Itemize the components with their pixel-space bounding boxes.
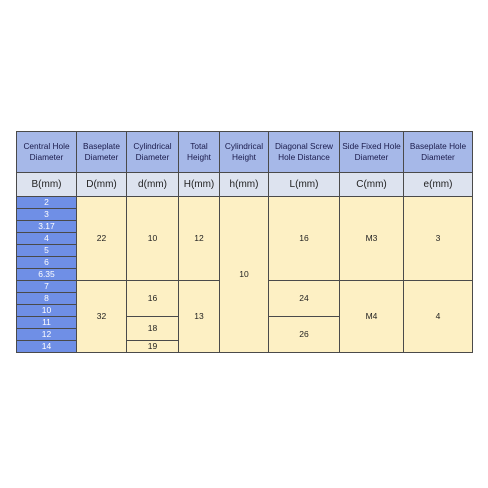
central-hole-cell: 5 bbox=[17, 245, 77, 257]
baseplate-hole-cell: 4 bbox=[404, 281, 473, 353]
header-baseplate-diameter: Baseplate Diameter bbox=[77, 132, 127, 173]
header-row bbox=[17, 132, 473, 173]
central-hole-cell: 3 bbox=[17, 209, 77, 221]
cylindrical-diameter-cell: 10 bbox=[127, 197, 179, 281]
cylindrical-diameter-cell: 19 bbox=[127, 341, 179, 353]
header-cylindrical-height: Cylindrical Height bbox=[220, 132, 269, 173]
table-row bbox=[17, 197, 473, 209]
central-hole-cell: 8 bbox=[17, 293, 77, 305]
diagonal-distance-cell: 24 bbox=[269, 281, 340, 317]
cylindrical-height-cell: 10 bbox=[220, 197, 269, 353]
central-hole-cell: 6.35 bbox=[17, 269, 77, 281]
cylindrical-diameter-cell: 18 bbox=[127, 317, 179, 341]
cylindrical-diameter-cell: 16 bbox=[127, 281, 179, 317]
central-hole-cell: 4 bbox=[17, 233, 77, 245]
header-side-fixed-hole-diameter: Side Fixed Hole Diameter bbox=[340, 132, 404, 173]
unit-cell: e(mm) bbox=[404, 173, 473, 197]
central-hole-cell: 12 bbox=[17, 329, 77, 341]
header-total-height: Total Height bbox=[179, 132, 220, 173]
header-central-hole-diameter: Central Hole Diameter bbox=[17, 132, 77, 173]
diagonal-distance-cell: 16 bbox=[269, 197, 340, 281]
central-hole-cell: 10 bbox=[17, 305, 77, 317]
baseplate-diameter-cell: 32 bbox=[77, 281, 127, 353]
unit-cell: h(mm) bbox=[220, 173, 269, 197]
unit-cell: C(mm) bbox=[340, 173, 404, 197]
central-hole-cell: 2 bbox=[17, 197, 77, 209]
unit-cell: d(mm) bbox=[127, 173, 179, 197]
central-hole-cell: 14 bbox=[17, 341, 77, 353]
baseplate-diameter-cell: 22 bbox=[77, 197, 127, 281]
central-hole-cell: 6 bbox=[17, 257, 77, 269]
unit-cell: H(mm) bbox=[179, 173, 220, 197]
central-hole-cell: 3.17 bbox=[17, 221, 77, 233]
diagonal-distance-cell: 26 bbox=[269, 317, 340, 353]
header-diagonal-screw-hole-distance: Diagonal Screw Hole Distance bbox=[269, 132, 340, 173]
specification-table bbox=[16, 131, 473, 353]
unit-cell: L(mm) bbox=[269, 173, 340, 197]
units-row bbox=[17, 173, 473, 197]
central-hole-cell: 11 bbox=[17, 317, 77, 329]
side-hole-cell: M3 bbox=[340, 197, 404, 281]
unit-cell: B(mm) bbox=[17, 173, 77, 197]
header-baseplate-hole-diameter: Baseplate Hole Diameter bbox=[404, 132, 473, 173]
total-height-cell: 12 bbox=[179, 197, 220, 281]
total-height-cell: 13 bbox=[179, 281, 220, 353]
side-hole-cell: M4 bbox=[340, 281, 404, 353]
central-hole-cell: 7 bbox=[17, 281, 77, 293]
header-cylindrical-diameter: Cylindrical Diameter bbox=[127, 132, 179, 173]
baseplate-hole-cell: 3 bbox=[404, 197, 473, 281]
unit-cell: D(mm) bbox=[77, 173, 127, 197]
